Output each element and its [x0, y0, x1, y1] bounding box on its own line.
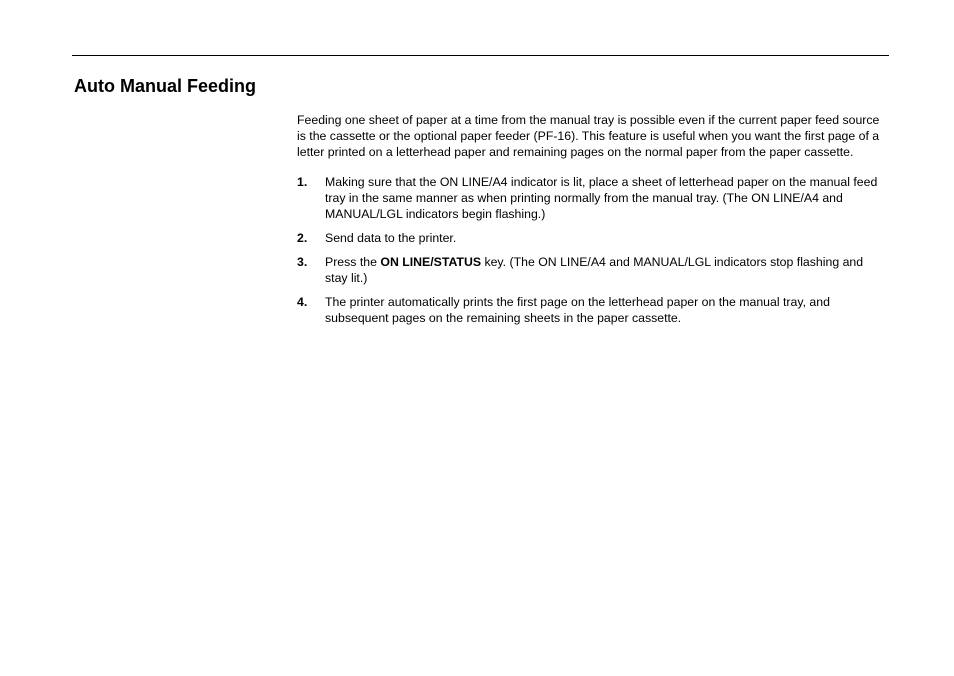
- intro-paragraph: Feeding one sheet of paper at a time from the manual tray is possible even if the current paper feed source is the cassette or the optional paper feeder (PF-16). This feature is useful when you want the first page of a letter printed on a letterhead paper and remaining pages on the normal paper from the paper cassette.: [297, 113, 880, 159]
- step-text: Making sure that the ON LINE/A4 indicator is lit, place a sheet of letterhead paper on the manual feed tray in the same manner as when printing normally from the manual tray. (The ON LINE/A4 and MANUAL/LGL indicators begin flashing.): [325, 175, 878, 221]
- step-number: 2.: [297, 231, 308, 245]
- step-text-after: key. (The ON LINE/A4 and MANUAL/LGL indicators stop flashing and stay lit.): [325, 255, 864, 285]
- steps-list: [297, 174, 887, 326]
- header-rule: [72, 55, 889, 56]
- online-status-key-label: ON LINE/STATUS: [380, 255, 482, 269]
- step-number: 1.: [297, 175, 308, 189]
- step-number: 3.: [297, 255, 308, 269]
- step-item: [297, 174, 887, 222]
- step-item: [297, 254, 887, 286]
- step-text: The printer automatically prints the first page on the letterhead paper on the manual tray, and subsequent pages on the remaining sheets in the paper cassette.: [325, 295, 830, 325]
- step-item: [297, 294, 887, 326]
- section-body: [297, 112, 887, 334]
- step-text: [325, 254, 887, 286]
- step-item: [297, 230, 887, 246]
- step-text: Send data to the printer.: [325, 231, 457, 245]
- step-number: 4.: [297, 295, 308, 309]
- step-text-before: Press the: [325, 255, 381, 269]
- section-heading: Auto Manual Feeding: [74, 76, 256, 96]
